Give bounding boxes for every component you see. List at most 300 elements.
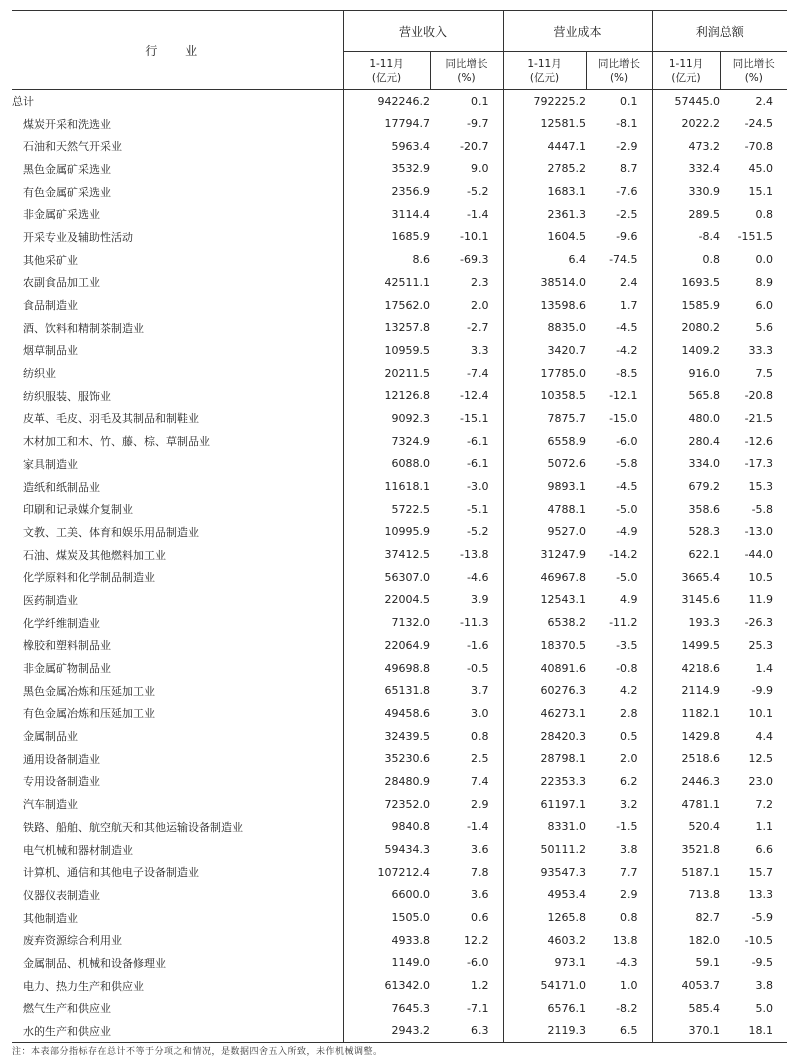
revenue-growth: -6.1 (467, 457, 489, 471)
cost-growth: 0.8 (620, 911, 638, 925)
industry-name: 烟草制品业 (23, 344, 78, 358)
profit-growth: 33.3 (748, 343, 774, 357)
profit-growth: 7.5 (755, 366, 774, 380)
cost-growth: -5.0 (616, 570, 638, 584)
profit-value: 473.2 (652, 135, 720, 158)
revenue-value: 8.6 (343, 248, 430, 271)
table-row (12, 793, 787, 816)
profit-value: 182.0 (652, 929, 720, 952)
industry-name: 金属制品业 (23, 730, 78, 744)
table-row (12, 339, 787, 362)
cost-value: 2361.3 (503, 203, 586, 226)
cost-growth: 6.5 (586, 1020, 652, 1043)
cost-value: 6538.2 (503, 611, 586, 634)
cost-value: 46967.8 (503, 566, 586, 589)
cost-growth: -0.8 (616, 661, 638, 675)
table-row (12, 430, 787, 453)
table-row (12, 498, 787, 521)
industry-name: 纺织服装、服饰业 (23, 389, 111, 403)
cost-growth: -4.5 (616, 480, 638, 494)
revenue-value: 107212.4 (343, 861, 430, 884)
profit-value: 2080.2 (652, 316, 720, 339)
industry-name: 金属制品、机械和设备修理业 (23, 956, 166, 970)
revenue-growth: -12.4 (460, 389, 489, 403)
cost-growth: 1.7 (620, 298, 638, 312)
cost-value: 1265.8 (503, 906, 586, 929)
revenue-value: 61342.0 (343, 974, 430, 997)
profit-value: 193.3 (652, 611, 720, 634)
profit-growth: 15.7 (748, 865, 774, 879)
profit-growth: 0.0 (755, 253, 774, 267)
revenue-growth: 0.8 (471, 729, 489, 743)
profit-growth: 10.5 (748, 570, 774, 584)
revenue-value: 13257.8 (343, 316, 430, 339)
cost-growth: -4.9 (616, 525, 638, 539)
revenue-value: 17794.7 (343, 112, 430, 135)
table-row (12, 521, 787, 544)
revenue-value: 22004.5 (343, 589, 430, 612)
industry-name: 其他采矿业 (23, 253, 78, 267)
revenue-growth: 7.4 (471, 774, 489, 788)
cost-value: 31247.9 (503, 543, 586, 566)
revenue-growth: -5.2 (467, 185, 489, 199)
industry-name: 医药制造业 (23, 593, 78, 607)
revenue-growth: -6.1 (467, 434, 489, 448)
table-row (12, 770, 787, 793)
table-row (12, 997, 787, 1020)
profit-value: 3145.6 (652, 589, 720, 612)
industry-name: 文教、工美、体育和娱乐用品制造业 (23, 525, 199, 539)
industry-name: 有色金属矿采选业 (23, 185, 111, 199)
cost-growth: 2.8 (620, 706, 638, 720)
table-row (12, 679, 787, 702)
cost-growth: -2.9 (616, 139, 638, 153)
profit-value: 1499.5 (652, 634, 720, 657)
revenue-value: 28480.9 (343, 770, 430, 793)
table-row (12, 180, 787, 203)
revenue-growth: -1.6 (467, 638, 489, 652)
revenue-value: 42511.1 (343, 271, 430, 294)
table-row (12, 884, 787, 907)
revenue-growth: 3.9 (471, 593, 489, 607)
profit-growth: -21.5 (744, 411, 774, 425)
table-row (12, 271, 787, 294)
cost-growth: -12.1 (609, 389, 638, 403)
profit-growth: 12.5 (748, 752, 774, 766)
profit-growth: 6.6 (755, 843, 774, 857)
revenue-value: 17562.0 (343, 294, 430, 317)
table-row (12, 407, 787, 430)
industry-name: 化学原料和化学制品制造业 (23, 571, 155, 585)
revenue-value: 32439.5 (343, 725, 430, 748)
profit-growth: 1.1 (755, 820, 774, 834)
cost-growth: -4.5 (616, 321, 638, 335)
table-row (12, 294, 787, 317)
industry-name: 橡胶和塑料制品业 (23, 639, 111, 653)
revenue-growth: -20.7 (460, 139, 489, 153)
profit-period-header: 1-11月 (亿元) (652, 52, 720, 90)
revenue-growth: -15.1 (460, 411, 489, 425)
profit-growth: -44.0 (744, 548, 774, 562)
revenue-value: 49458.6 (343, 702, 430, 725)
cost-value: 60276.3 (503, 679, 586, 702)
revenue-growth: 2.3 (471, 275, 489, 289)
cost-value: 18370.5 (503, 634, 586, 657)
cost-value: 7875.7 (503, 407, 586, 430)
profit-growth: 3.8 (755, 979, 774, 993)
cost-value: 2119.3 (503, 1020, 586, 1043)
industry-name: 酒、饮料和精制茶制造业 (23, 321, 144, 335)
revenue-growth: -4.6 (467, 570, 489, 584)
revenue-growth: 1.2 (471, 979, 489, 993)
revenue-value: 9840.8 (343, 816, 430, 839)
industry-statistics-table (12, 10, 787, 1043)
revenue-value: 65131.8 (343, 679, 430, 702)
revenue-growth: -5.2 (467, 525, 489, 539)
cost-growth: -5.0 (616, 502, 638, 516)
table-row (12, 203, 787, 226)
cost-growth: -74.5 (609, 253, 638, 267)
profit-growth: 6.0 (755, 298, 774, 312)
revenue-value: 10959.5 (343, 339, 430, 362)
revenue-growth: -1.4 (467, 207, 489, 221)
cost-growth: -8.5 (616, 366, 638, 380)
revenue-growth: -0.5 (467, 661, 489, 675)
industry-name: 食品制造业 (23, 299, 78, 313)
revenue-period-header: 1-11月 (亿元) (343, 52, 430, 90)
revenue-growth: 7.8 (471, 865, 489, 879)
industry-name: 铁路、船舶、航空航天和其他运输设备制造业 (23, 820, 243, 834)
cost-growth: 7.7 (620, 865, 638, 879)
cost-period-header: 1-11月 (亿元) (503, 52, 586, 90)
revenue-value: 1505.0 (343, 906, 430, 929)
cost-growth: -7.6 (616, 185, 638, 199)
table-row (12, 543, 787, 566)
table-row (12, 248, 787, 271)
cost-value: 17785.0 (503, 362, 586, 385)
industry-name: 总计 (12, 95, 34, 109)
cost-growth-header: 同比增长 (%) (586, 52, 652, 90)
profit-value: 3521.8 (652, 838, 720, 861)
cost-value: 8835.0 (503, 316, 586, 339)
industry-name: 石油和天然气开采业 (23, 140, 122, 154)
revenue-growth: -5.1 (467, 502, 489, 516)
cost-growth: 4.9 (620, 593, 638, 607)
table-row (12, 952, 787, 975)
profit-value: 480.0 (652, 407, 720, 430)
industry-name: 皮革、毛皮、羽毛及其制品和制鞋业 (23, 412, 199, 426)
cost-growth: -2.5 (616, 207, 638, 221)
profit-growth: 11.9 (748, 593, 774, 607)
profit-value: 330.9 (652, 180, 720, 203)
revenue-growth: 3.6 (471, 843, 489, 857)
profit-value: 59.1 (652, 952, 720, 975)
revenue-growth: -2.7 (467, 321, 489, 335)
revenue-value: 35230.6 (343, 747, 430, 770)
profit-group-header: 利润总额 (652, 11, 787, 52)
profit-growth: 7.2 (755, 797, 774, 811)
profit-value: 622.1 (652, 543, 720, 566)
cost-growth: 2.4 (620, 275, 638, 289)
cost-growth: -1.5 (616, 820, 638, 834)
table-body (12, 90, 787, 1043)
table-row (12, 1020, 787, 1043)
cost-value: 46273.1 (503, 702, 586, 725)
cost-value: 4447.1 (503, 135, 586, 158)
table-row (12, 158, 787, 181)
cost-growth: 13.8 (613, 933, 638, 947)
table-row (12, 974, 787, 997)
cost-value: 10358.5 (503, 384, 586, 407)
revenue-value: 2943.2 (343, 1020, 430, 1043)
revenue-value: 5963.4 (343, 135, 430, 158)
cost-value: 28798.1 (503, 747, 586, 770)
profit-growth-header: 同比增长 (%) (720, 52, 787, 90)
table-row (12, 566, 787, 589)
cost-value: 5072.6 (503, 453, 586, 476)
cost-growth: 6.2 (620, 774, 638, 788)
profit-value: 0.8 (652, 248, 720, 271)
table-row (12, 747, 787, 770)
cost-value: 1683.1 (503, 180, 586, 203)
table-row (12, 475, 787, 498)
revenue-value: 22064.9 (343, 634, 430, 657)
revenue-value: 37412.5 (343, 543, 430, 566)
revenue-growth: 0.6 (471, 911, 489, 925)
profit-growth: -10.5 (744, 933, 774, 947)
cost-value: 12581.5 (503, 112, 586, 135)
revenue-growth: 3.0 (471, 706, 489, 720)
revenue-growth: -13.8 (460, 548, 489, 562)
revenue-value: 20211.5 (343, 362, 430, 385)
revenue-value: 3532.9 (343, 158, 430, 181)
profit-value: 332.4 (652, 158, 720, 181)
table-row (12, 725, 787, 748)
industry-name: 印刷和记录媒介复制业 (23, 503, 133, 517)
table-row (12, 611, 787, 634)
cost-group-header: 营业成本 (503, 11, 652, 52)
header-row-groups (12, 11, 787, 52)
cost-value: 8331.0 (503, 816, 586, 839)
table-row (12, 906, 787, 929)
cost-growth: -4.2 (616, 343, 638, 357)
industry-name: 专用设备制造业 (23, 775, 100, 789)
profit-value: 565.8 (652, 384, 720, 407)
revenue-value: 3114.4 (343, 203, 430, 226)
cost-growth: 1.0 (620, 979, 638, 993)
profit-growth: -9.5 (751, 956, 774, 970)
cost-value: 40891.6 (503, 657, 586, 680)
profit-growth: -26.3 (744, 616, 774, 630)
industry-name: 煤炭开采和洗选业 (23, 117, 111, 131)
industry-name: 非金属矿采选业 (23, 208, 100, 222)
profit-value: -8.4 (652, 226, 720, 249)
profit-value: 679.2 (652, 475, 720, 498)
cost-value: 9893.1 (503, 475, 586, 498)
table-row (12, 702, 787, 725)
revenue-value: 2356.9 (343, 180, 430, 203)
industry-name: 电力、热力生产和供应业 (23, 979, 144, 993)
profit-value: 2446.3 (652, 770, 720, 793)
profit-value: 520.4 (652, 816, 720, 839)
table-row (12, 226, 787, 249)
cost-growth: 4.2 (620, 684, 638, 698)
industry-name: 通用设备制造业 (23, 752, 100, 766)
revenue-growth: 2.5 (471, 752, 489, 766)
revenue-value: 942246.2 (343, 90, 430, 113)
profit-value: 713.8 (652, 884, 720, 907)
profit-value: 370.1 (652, 1020, 720, 1043)
profit-growth: 5.6 (755, 321, 774, 335)
industry-name: 石油、煤炭及其他燃料加工业 (23, 548, 166, 562)
revenue-growth: 0.1 (471, 94, 489, 108)
revenue-value: 7132.0 (343, 611, 430, 634)
profit-value: 289.5 (652, 203, 720, 226)
cost-growth: 3.2 (620, 797, 638, 811)
profit-growth: -151.5 (737, 230, 774, 244)
cost-growth: -5.8 (616, 457, 638, 471)
revenue-growth: -7.4 (467, 366, 489, 380)
industry-name: 造纸和纸制品业 (23, 480, 100, 494)
revenue-value: 49698.8 (343, 657, 430, 680)
cost-growth: 2.9 (620, 888, 638, 902)
profit-growth: -12.6 (744, 434, 774, 448)
cost-value: 2785.2 (503, 158, 586, 181)
profit-growth: 5.0 (755, 1001, 774, 1015)
cost-growth: 0.1 (620, 94, 638, 108)
cost-value: 6.4 (503, 248, 586, 271)
revenue-value: 72352.0 (343, 793, 430, 816)
profit-growth: -24.5 (744, 117, 774, 131)
cost-value: 6576.1 (503, 997, 586, 1020)
industry-name: 水的生产和供应业 (12, 1020, 343, 1043)
cost-growth: -8.1 (616, 117, 638, 131)
cost-value: 3420.7 (503, 339, 586, 362)
cost-growth: -8.2 (616, 1001, 638, 1015)
cost-value: 6558.9 (503, 430, 586, 453)
table-row (12, 589, 787, 612)
profit-value: 82.7 (652, 906, 720, 929)
profit-growth: 18.1 (720, 1020, 787, 1043)
cost-growth: -11.2 (609, 616, 638, 630)
cost-growth: -14.2 (609, 548, 638, 562)
cost-value: 1604.5 (503, 226, 586, 249)
revenue-growth: -1.4 (467, 820, 489, 834)
table-row (12, 634, 787, 657)
profit-value: 280.4 (652, 430, 720, 453)
cost-value: 50111.2 (503, 838, 586, 861)
cost-value: 12543.1 (503, 589, 586, 612)
footnote: 注：本表部分指标存在总计不等于分项之和情况，是数据四舍五入所致，未作机械调整。 (12, 1047, 383, 1057)
profit-value: 1429.8 (652, 725, 720, 748)
industry-name: 计算机、通信和其他电子设备制造业 (23, 866, 199, 880)
table-row (12, 657, 787, 680)
profit-growth: 10.1 (748, 706, 774, 720)
industry-name: 木材加工和木、竹、藤、棕、草制品业 (23, 435, 210, 449)
profit-value: 528.3 (652, 521, 720, 544)
cost-value: 38514.0 (503, 271, 586, 294)
industry-name: 仪器仪表制造业 (23, 888, 100, 902)
profit-growth: 25.3 (748, 638, 774, 652)
industry-name: 农副食品加工业 (23, 276, 100, 290)
industry-name: 黑色金属冶炼和压延加工业 (23, 684, 155, 698)
revenue-growth: -9.7 (467, 117, 489, 131)
cost-value: 4788.1 (503, 498, 586, 521)
revenue-value: 1685.9 (343, 226, 430, 249)
profit-value: 4781.1 (652, 793, 720, 816)
cost-value: 9527.0 (503, 521, 586, 544)
profit-growth: 15.1 (748, 185, 774, 199)
table-row (12, 135, 787, 158)
revenue-value: 10995.9 (343, 521, 430, 544)
profit-value: 358.6 (652, 498, 720, 521)
profit-value: 3665.4 (652, 566, 720, 589)
table-row (12, 384, 787, 407)
industry-name: 家具制造业 (23, 457, 78, 471)
revenue-growth: 2.9 (471, 797, 489, 811)
revenue-value: 5722.5 (343, 498, 430, 521)
revenue-value: 1149.0 (343, 952, 430, 975)
revenue-value: 7324.9 (343, 430, 430, 453)
revenue-growth: 9.0 (471, 162, 489, 176)
cost-value: 4603.2 (503, 929, 586, 952)
industry-name: 燃气生产和供应业 (23, 1002, 111, 1016)
profit-growth: -13.0 (744, 525, 774, 539)
revenue-value: 7645.3 (343, 997, 430, 1020)
industry-name: 黑色金属矿采选业 (23, 162, 111, 176)
profit-growth: 15.3 (748, 480, 774, 494)
revenue-value: 56307.0 (343, 566, 430, 589)
revenue-growth: -11.3 (460, 616, 489, 630)
revenue-growth: -69.3 (460, 253, 489, 267)
table-row (12, 861, 787, 884)
profit-value: 2518.6 (652, 747, 720, 770)
industry-name: 其他制造业 (23, 911, 78, 925)
table-row (12, 362, 787, 385)
profit-value: 916.0 (652, 362, 720, 385)
revenue-value: 6088.0 (343, 453, 430, 476)
table-row (12, 816, 787, 839)
revenue-growth: -6.0 (467, 956, 489, 970)
profit-growth: 8.9 (755, 275, 774, 289)
cost-growth: -15.0 (609, 411, 638, 425)
industry-header: 行 业 (12, 11, 343, 90)
revenue-value: 9092.3 (343, 407, 430, 430)
cost-value: 792225.2 (503, 90, 586, 113)
industry-name: 开采专业及辅助性活动 (23, 230, 133, 244)
profit-value: 2114.9 (652, 679, 720, 702)
profit-growth: 1.4 (755, 661, 774, 675)
industry-name: 电气机械和器材制造业 (23, 843, 133, 857)
cost-value: 54171.0 (503, 974, 586, 997)
cost-value: 93547.3 (503, 861, 586, 884)
cost-growth: 2.0 (620, 752, 638, 766)
profit-value: 1182.1 (652, 702, 720, 725)
revenue-growth: 3.7 (471, 684, 489, 698)
table-row (12, 316, 787, 339)
industry-name: 非金属矿物制品业 (23, 662, 111, 676)
table-row (12, 929, 787, 952)
profit-growth: -9.9 (751, 684, 774, 698)
cost-growth: -3.5 (616, 638, 638, 652)
cost-growth: 3.8 (620, 843, 638, 857)
profit-growth: 2.4 (755, 94, 774, 108)
cost-growth: 0.5 (620, 729, 638, 743)
revenue-growth-header: 同比增长 (%) (430, 52, 503, 90)
profit-growth: -5.8 (751, 502, 774, 516)
profit-growth: 23.0 (748, 774, 774, 788)
revenue-value: 6600.0 (343, 884, 430, 907)
